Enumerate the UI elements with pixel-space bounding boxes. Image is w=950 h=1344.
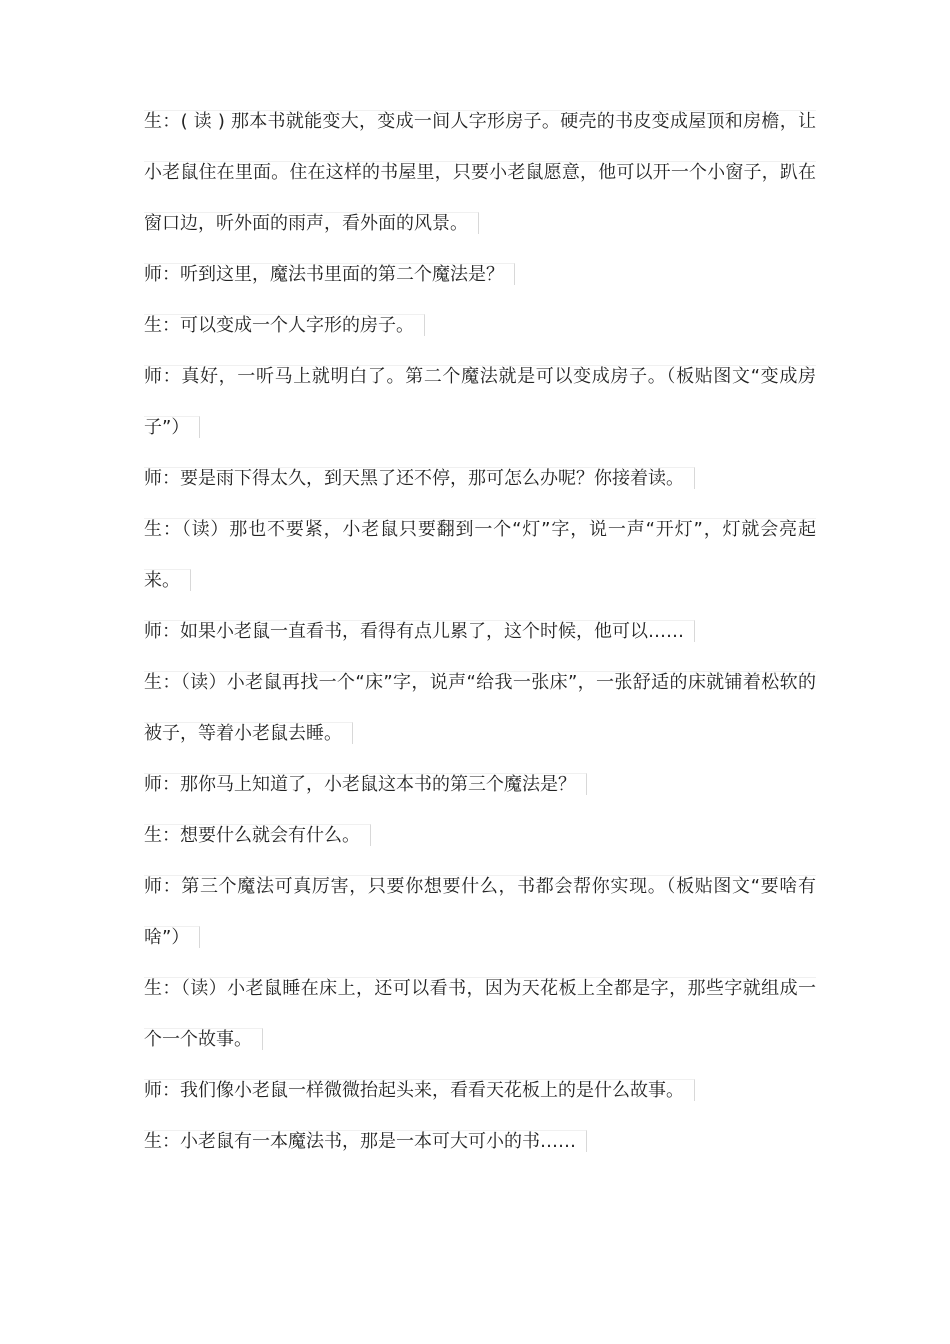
paragraph-11 <box>144 861 816 963</box>
paragraph-13-text: 师：我们像小老鼠一样微微抬起头来，看看天花板上的是什么故事。 <box>144 1079 695 1101</box>
paragraph-3 <box>144 300 816 351</box>
paragraph-5 <box>144 453 816 504</box>
paragraph-7-text: 师：如果小老鼠一直看书，看得有点儿累了，这个时候，他可以…… <box>144 620 695 642</box>
paragraph-8-text: 生：（读）小老鼠再找一个“床”字，说声“给我一张床”，一张舒适的床就铺着松软的被子，等着小老鼠去睡。 <box>144 672 816 744</box>
paragraph-8 <box>144 657 816 759</box>
paragraph-3-text: 生：可以变成一个人字形的房子。 <box>144 314 425 336</box>
paragraph-1-text: 生：( 读 ) 那本书就能变大，变成一间人字形房子。硬壳的书皮变成屋顶和房檐，让小老鼠住在里面。住在这样的书屋里，只要小老鼠愿意，他可以开一个小窗子，趴在窗口边，听外面的雨声，看外面的风景。 <box>144 111 816 234</box>
paragraph-11-text: 师：第三个魔法可真厉害，只要你想要什么，书都会帮你实现。（板贴图文“要啥有啥”） <box>144 876 816 948</box>
paragraph-9 <box>144 759 816 810</box>
paragraph-5-text: 师：要是雨下得太久，到天黑了还不停，那可怎么办呢？你接着读。 <box>144 467 695 489</box>
paragraph-4 <box>144 351 816 453</box>
paragraph-6 <box>144 504 816 606</box>
paragraph-6-text: 生：（读）那也不要紧，小老鼠只要翻到一个“灯”字，说一声“开灯”，灯就会亮起来。 <box>144 519 816 591</box>
paragraph-7 <box>144 606 816 657</box>
paragraph-13 <box>144 1065 816 1116</box>
paragraph-4-text: 师：真好，一听马上就明白了。第二个魔法就是可以变成房子。（板贴图文“变成房子”） <box>144 366 816 438</box>
paragraph-10-text: 生：想要什么就会有什么。 <box>144 824 371 846</box>
paragraph-1 <box>144 96 816 249</box>
paragraph-14-text: 生：小老鼠有一本魔法书，那是一本可大可小的书…… <box>144 1130 587 1152</box>
paragraph-9-text: 师：那你马上知道了，小老鼠这本书的第三个魔法是？ <box>144 773 587 795</box>
paragraph-14 <box>144 1116 816 1167</box>
paragraph-12-text: 生：（读）小老鼠睡在床上，还可以看书，因为天花板上全都是字，那些字就组成一个一个故事。 <box>144 978 816 1050</box>
paragraph-2-text: 师：听到这里，魔法书里面的第二个魔法是？ <box>144 263 515 285</box>
document-body <box>144 96 816 1167</box>
paragraph-2 <box>144 249 816 300</box>
paragraph-10 <box>144 810 816 861</box>
paragraph-12 <box>144 963 816 1065</box>
